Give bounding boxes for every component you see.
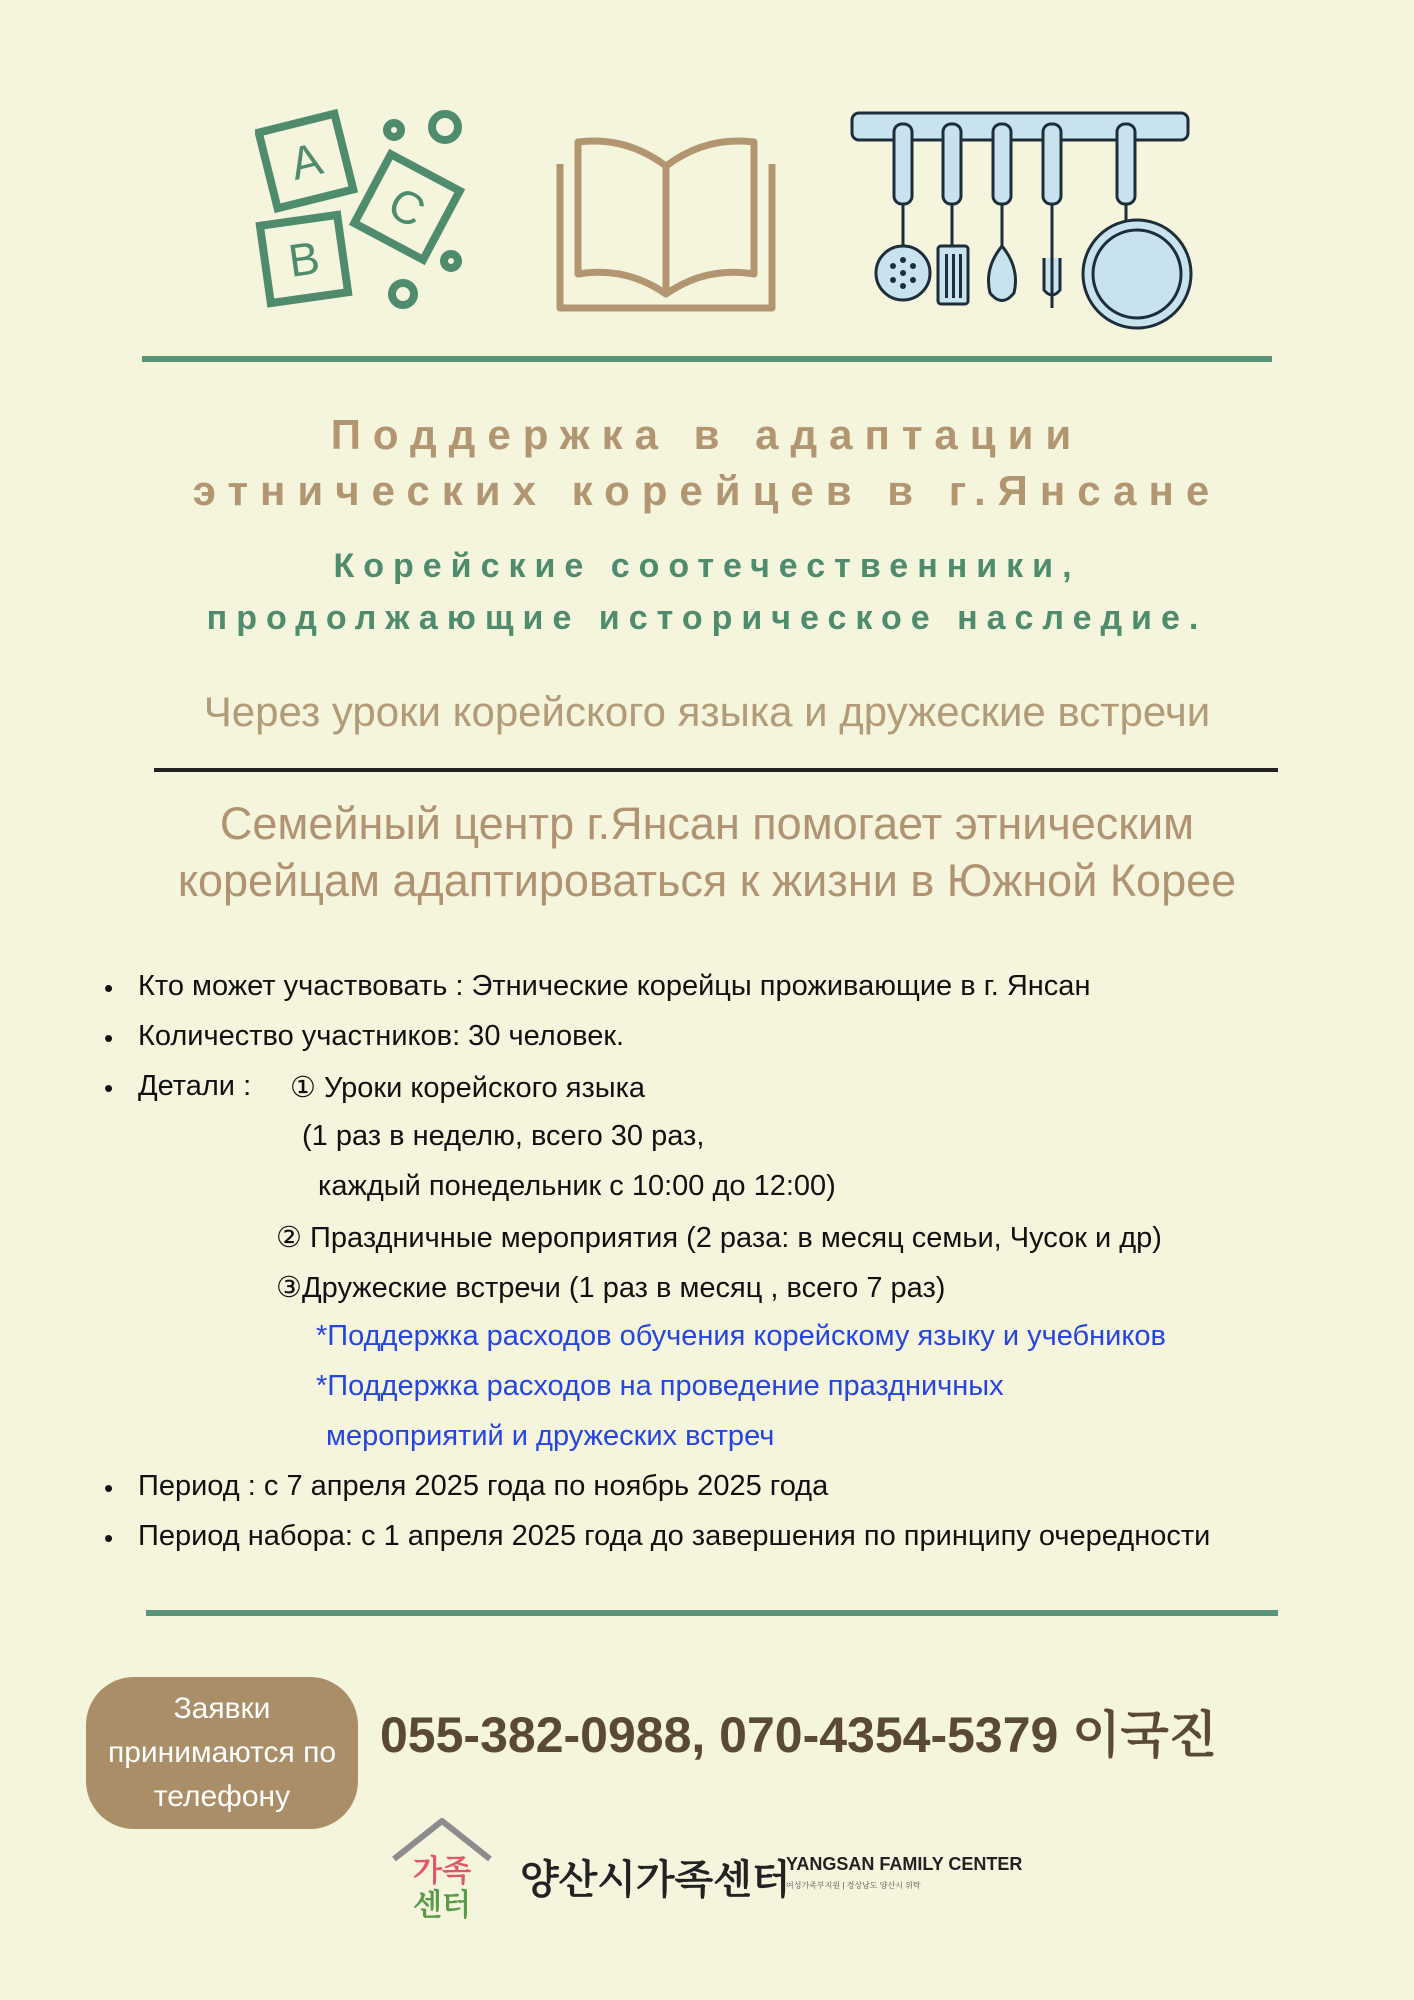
block-letter-c: C	[380, 176, 434, 238]
recruit-item: Период набора: с 1 апреля 2025 года до завершения по принципу очередности	[138, 1520, 1211, 1552]
subtitle-line-2: продолжающие историческое наследие.	[206, 599, 1208, 637]
bullet: •	[104, 973, 114, 1003]
detail-2: ② Праздничные мероприятия (2 раза: в месяц семьи, Чусок и др)	[276, 1222, 1162, 1254]
note-1: *Поддержка расходов обучения корейскому языку и учебников	[316, 1320, 1166, 1352]
note-2b: мероприятий и дружеских встреч	[326, 1420, 775, 1452]
who-item: Кто может участвовать : Этнические корейцы проживающие в г. Янсан	[138, 970, 1091, 1002]
period-item: Период : с 7 апреля 2025 года по ноябрь 2025 года	[138, 1470, 829, 1502]
block-letter-b: B	[285, 231, 323, 287]
open-book-icon	[556, 136, 776, 314]
abc-blocks-icon	[255, 108, 470, 313]
count-item: Количество участников: 30 человек.	[138, 1020, 625, 1052]
phone-numbers: 055-382-0988, 070-4354-5379 이국진	[380, 1707, 1218, 1763]
middle-divider	[154, 768, 1278, 772]
kitchen-utensils-icon	[848, 108, 1198, 333]
bullet: •	[104, 1523, 114, 1553]
bullet: •	[104, 1023, 114, 1053]
detail-1-sub-1: (1 раз в неделю, всего 30 раз,	[302, 1120, 705, 1152]
center-affiliation: 여성가족부지원 | 경상남도 양산시 위탁	[786, 1881, 921, 1890]
detail-3: ③Дружеские встречи (1 раз в месяц , всего 7 раз)	[276, 1272, 946, 1304]
top-divider	[142, 356, 1272, 362]
family-center-logo-icon	[388, 1815, 496, 1921]
subtitle-line-1: Корейские соотечественники,	[333, 547, 1081, 585]
note-2a: *Поддержка расходов на проведение праздничных	[316, 1370, 1004, 1402]
title-line-1: Поддержка в адаптации	[330, 411, 1084, 458]
through-line: Через уроки корейского языка и дружеские встречи	[203, 688, 1211, 735]
center-name-english: YANGSAN FAMILY CENTER	[786, 1854, 1023, 1874]
detail-1: ① Уроки корейского языка	[290, 1072, 646, 1104]
apply-badge	[86, 1677, 358, 1829]
bullet: •	[104, 1473, 114, 1503]
detail-1-sub-2: каждый понедельник с 10:00 до 12:00)	[318, 1170, 836, 1202]
center-name-korean: 양산시가족센터	[520, 1858, 791, 1902]
details-label: Детали :	[138, 1070, 252, 1102]
logo-mark-top: 가족	[413, 1854, 471, 1889]
headline-line-2: корейцам адаптироваться к жизни в Южной Корее	[177, 855, 1237, 906]
headline-line-1: Семейный центр г.Янсан помогает этническим	[219, 798, 1195, 849]
logo-mark-bottom: 센터	[413, 1888, 471, 1921]
title-line-2: этнических корейцев в г.Янсане	[192, 467, 1222, 514]
bullet: •	[104, 1073, 114, 1103]
bottom-divider	[146, 1610, 1278, 1616]
apply-badge-text: Заявки принимаются по телефону	[107, 1692, 337, 1813]
block-letter-a: A	[284, 132, 328, 190]
